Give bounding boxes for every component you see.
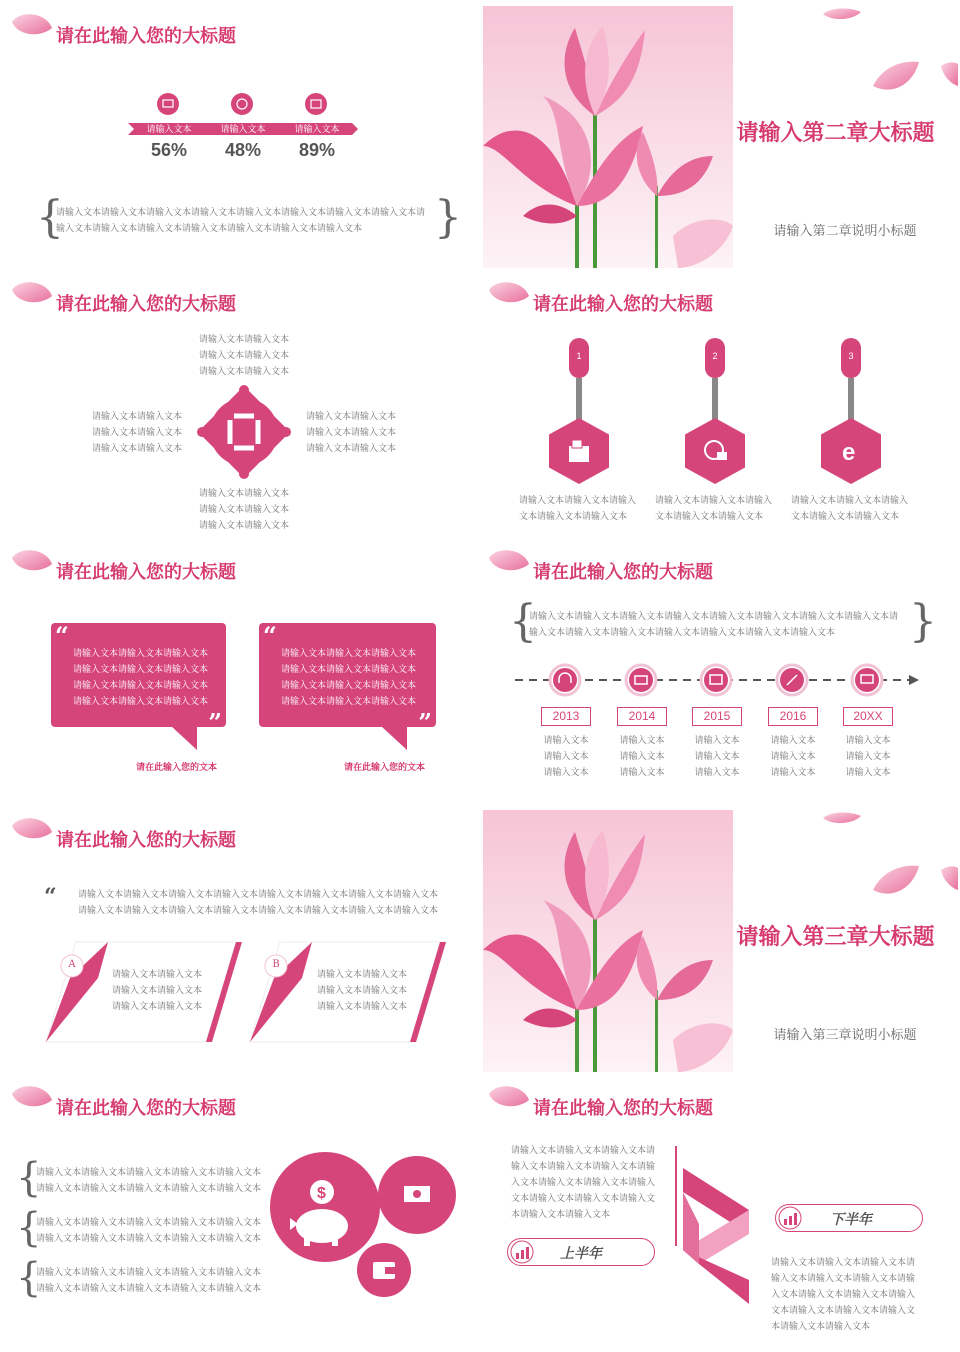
bubble-text: 请输入文本请输入文本请输入文本 请输入文本请输入文本请输入文本 请输入文本请输入文本请输入文本 请输入文本请输入文本请输入文本 <box>73 648 209 706</box>
slide-title: 请在此输入您的大标题 <box>56 294 236 314</box>
paragraph-text: 请输入文本请输入文本请输入文本请输入文本请输入文本请输入文本请输入文本请输入文本请输入文本请输入文本请输入文本请输入文本请输入文本请输入文本请输入文本请输入文本 <box>78 889 439 915</box>
year-box-2016: 2016 <box>768 707 818 726</box>
divider-line <box>675 1146 677 1246</box>
right-brace: } <box>909 596 937 647</box>
paragraph-text: 请输入文本请输入文本请输入文本请输入文本请输入文本请输入文本请输入文本请输入文本请输入文本请输入文本请输入文本请输入文本请输入文本请输入文本请输入文本 <box>529 611 899 637</box>
left-text-block: 请输入文本请输入文本 请输入文本请输入文本 请输入文本请输入文本 <box>92 411 183 453</box>
chart-up-icon <box>778 1206 802 1230</box>
paragraph-bottom-right: 请输入文本请输入文本请输入文本请输入文本请输入文本请输入文本请输入文本请输入文本请输入文本请输入文本请输入文本请输入文本请输入文本请输入文本请输入文本 <box>771 1257 916 1331</box>
slide-1 <box>6 6 481 268</box>
cycle-icon <box>194 382 294 482</box>
chapter-subtitle: 请输入第三章说明小标题 <box>773 1027 917 1042</box>
web-icon <box>703 438 729 464</box>
chapter-heading: 请输入第二章大标题 <box>736 120 935 145</box>
quote-bubble-2 <box>259 621 436 737</box>
first-half-label: 上半年 <box>560 1245 602 1261</box>
wallet-icon <box>371 1259 397 1281</box>
card-text-a: 请输入文本请输入文本 请输入文本请输入文本 请输入文本请输入文本 <box>112 969 203 1011</box>
slide-8-chapter <box>483 810 958 1072</box>
column-text-1: 请输入文本请输入文本请输入文本请输入文本请输入文本 <box>519 495 637 521</box>
year-box-2014: 2014 <box>617 707 667 726</box>
ie-icon <box>839 438 865 464</box>
paragraph-top-left: 请输入文本请输入文本请输入文本请输入文本请输入文本请输入文本请输入文本请输入文本请输入文本请输入文本请输入文本请输入文本请输入文本请输入文本请输入文本 <box>511 1145 656 1219</box>
slide-5 <box>6 542 481 804</box>
slide-7 <box>6 810 481 1072</box>
open-quote-icon: “ <box>263 621 277 650</box>
slide-10 <box>483 1078 958 1340</box>
petal-decoration <box>487 278 531 308</box>
bubble-tail <box>381 726 411 752</box>
slide-title: 请在此输入您的大标题 <box>56 830 236 850</box>
bubble-tail <box>171 726 201 752</box>
petal-decoration <box>10 278 54 308</box>
ribbon-label-1: 请输入文本 <box>146 124 192 134</box>
chart-up-icon <box>510 1240 534 1264</box>
svg-text:e: e <box>842 439 856 464</box>
text-block-3: 请输入文本请输入文本请输入文本请输入文本请输入文本 请输入文本请输入文本请输入文本请输入文本请输入文本 <box>36 1267 262 1293</box>
pin-number-3: 3 <box>848 351 854 361</box>
petal-decoration <box>10 546 54 576</box>
timeline-text-1: 请输入文本 请输入文本 请输入文本 <box>543 735 589 777</box>
slide-title: 请在此输入您的大标题 <box>56 26 236 46</box>
ribbon-label-3: 请输入文本 <box>294 124 340 134</box>
year-box-2015: 2015 <box>692 707 742 726</box>
column-text-3: 请输入文本请输入文本请输入文本请输入文本请输入文本 <box>791 495 909 521</box>
timeline-text-5: 请输入文本 请输入文本 请输入文本 <box>845 735 891 777</box>
bottom-text-block: 请输入文本请输入文本 请输入文本请输入文本 请输入文本请输入文本 <box>199 488 290 530</box>
ribbon-label-2: 请输入文本 <box>220 124 266 134</box>
label-a: A <box>68 959 76 970</box>
timeline-text-2: 请输入文本 请输入文本 请输入文本 <box>619 735 665 777</box>
banknote-icon <box>402 1182 432 1206</box>
slide-title: 请在此输入您的大标题 <box>533 1098 713 1118</box>
second-half-pill <box>775 1204 923 1232</box>
top-text-block: 请输入文本请输入文本 请输入文本请输入文本 请输入文本请输入文本 <box>199 334 290 376</box>
slide-2-chapter <box>483 6 958 268</box>
left-brace: { <box>16 1155 42 1201</box>
close-quote-icon: ” <box>208 708 222 737</box>
text-block-1: 请输入文本请输入文本请输入文本请输入文本请输入文本 请输入文本请输入文本请输入文本请输入文本请输入文本 <box>36 1167 262 1193</box>
slide-title: 请在此输入您的大标题 <box>56 1098 236 1118</box>
card-text-b: 请输入文本请输入文本 请输入文本请输入文本 请输入文本请输入文本 <box>317 969 408 1011</box>
slide-6 <box>483 542 958 804</box>
petal-decoration <box>10 1082 54 1112</box>
slide-4 <box>483 274 958 536</box>
timeline-text-4: 请输入文本 请输入文本 请输入文本 <box>770 735 816 777</box>
left-brace: { <box>36 192 64 243</box>
petal-decoration <box>10 10 54 40</box>
paragraph-text: 请输入文本请输入文本请输入文本请输入文本请输入文本请输入文本请输入文本请输入文本请输入文本请输入文本请输入文本请输入文本请输入文本请输入文本请输入文本 <box>56 207 426 233</box>
quote-icon: “ <box>44 884 57 910</box>
right-text-block: 请输入文本请输入文本 请输入文本请输入文本 请输入文本请输入文本 <box>306 411 397 453</box>
piggy-bank-icon <box>286 1178 366 1248</box>
right-brace: } <box>434 192 462 243</box>
bubble-caption-2: 请在此输入您的文本 <box>344 762 426 772</box>
chapter-heading: 请输入第三章大标题 <box>736 924 935 949</box>
left-brace: { <box>16 1205 42 1251</box>
slide-title: 请在此输入您的大标题 <box>533 562 713 582</box>
column-text-2: 请输入文本请输入文本请输入文本请输入文本请输入文本 <box>655 495 773 521</box>
percent-1: 56% <box>150 140 188 160</box>
first-half-pill <box>507 1238 655 1266</box>
zigzag-ribbon <box>679 1164 753 1308</box>
bubble-caption-1: 请在此输入您的文本 <box>136 762 218 772</box>
label-b: B <box>272 959 280 970</box>
petal-decoration <box>487 546 531 576</box>
text-block-2: 请输入文本请输入文本请输入文本请输入文本请输入文本 请输入文本请输入文本请输入文本请输入文本请输入文本 <box>36 1217 262 1243</box>
left-brace: { <box>16 1255 42 1301</box>
timeline-text-3: 请输入文本 请输入文本 请输入文本 <box>694 735 740 777</box>
slide-title: 请在此输入您的大标题 <box>533 294 713 314</box>
year-box-2013: 2013 <box>541 707 591 726</box>
pin-number-2: 2 <box>712 351 718 361</box>
year-box-20xx: 20XX <box>843 707 893 726</box>
quote-bubble-1 <box>51 621 226 737</box>
pin-number-1: 1 <box>576 351 582 361</box>
svg-text:$: $ <box>317 1185 326 1202</box>
slide-9 <box>6 1078 481 1340</box>
second-half-label: 下半年 <box>830 1211 872 1227</box>
fax-icon <box>567 438 591 464</box>
percent-3: 89% <box>298 140 336 160</box>
slide-title: 请在此输入您的大标题 <box>56 562 236 582</box>
percent-2: 48% <box>224 140 262 160</box>
petal-decoration <box>487 1082 531 1112</box>
open-quote-icon: “ <box>55 621 69 650</box>
chapter-subtitle: 请输入第二章说明小标题 <box>773 223 917 238</box>
close-quote-icon: ” <box>418 708 432 737</box>
timeline-line <box>513 662 923 698</box>
petal-decoration <box>10 814 54 844</box>
bubble-text: 请输入文本请输入文本请输入文本 请输入文本请输入文本请输入文本 请输入文本请输入文本请输入文本 请输入文本请输入文本请输入文本 <box>281 648 417 706</box>
slide-3 <box>6 274 481 536</box>
left-brace: { <box>509 596 537 647</box>
